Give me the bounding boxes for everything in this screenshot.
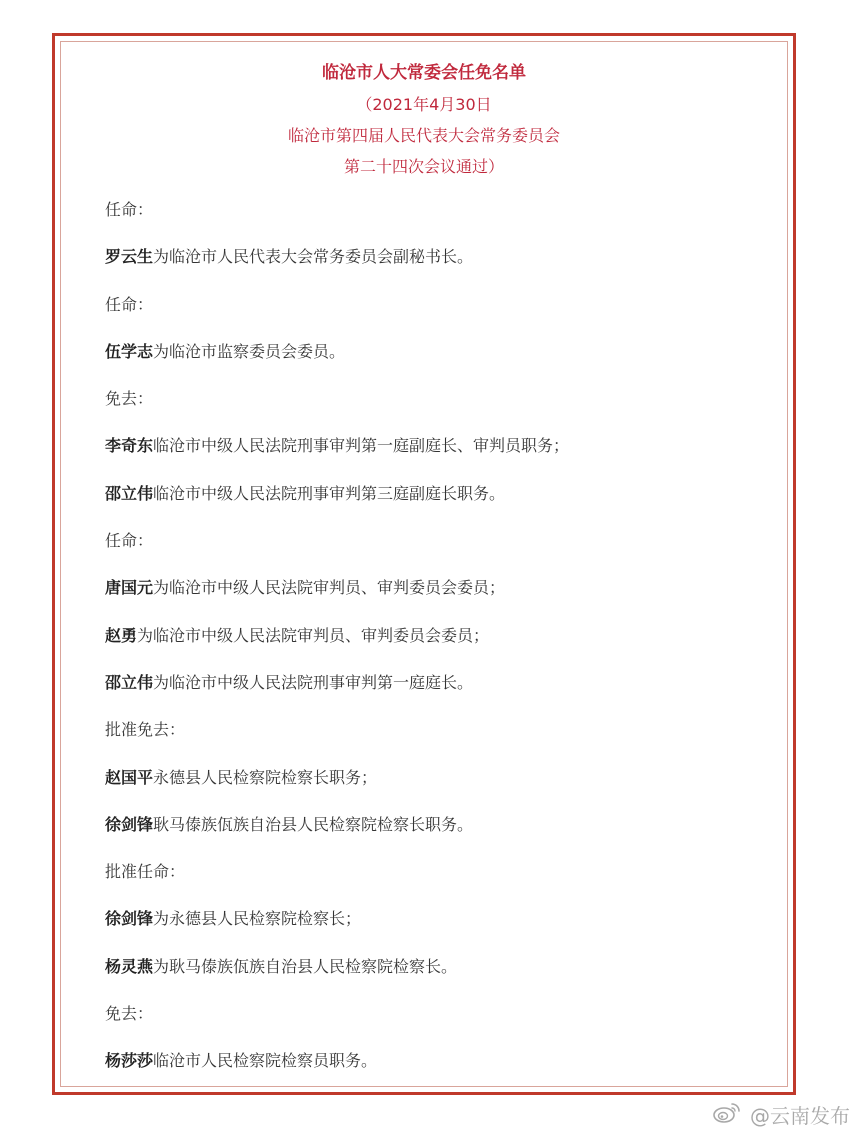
appointment-text: 耿马傣族佤族自治县人民检察院检察长职务。 [153,814,474,834]
section-label: 免去： [105,1004,154,1024]
appointment-entry [105,943,763,990]
appointment-entry [105,659,763,706]
document-frame [52,33,796,1095]
section-label: 任命： [105,294,154,314]
person-name: 赵勇 [105,625,138,645]
appointment-text: 临沧市中级人民法院刑事审判第一庭副庭长、审判员职务； [153,436,570,456]
section-label: 任命： [105,200,154,219]
appointment-text: 为临沧市监察委员会委员。 [153,341,346,361]
session-body: 临沧市第四届人民代表大会常务委员会 [287,126,560,145]
person-name: 李奇东 [105,436,154,456]
person-name: 邵立伟 [105,672,154,692]
watermark [712,1099,850,1135]
appointment-list [105,186,763,1085]
person-name: 罗云生 [105,247,154,267]
document-header [55,58,793,182]
section-label: 免去： [105,389,154,409]
appointment-entry [105,612,763,659]
weibo-icon [712,1100,742,1134]
appointment-entry [105,754,763,801]
appointment-text: 临沧市中级人民法院刑事审判第三庭副庭长职务。 [153,483,506,503]
section-label: 任命： [105,531,154,551]
person-name: 伍学志 [105,341,154,361]
appointment-entry [105,1037,763,1084]
session-name: 第二十四次会议通过） [343,157,504,176]
appointment-text: 为临沧市中级人民法院审判员、审判委员会委员； [137,625,490,645]
appointment-text: 临沧市人民检察院检察员职务。 [153,1051,378,1071]
session-date: （2021年4月30日 [356,95,492,114]
appointment-entry [105,801,763,848]
appointment-entry [105,422,763,469]
appointment-text: 为临沧市人民代表大会常务委员会副秘书长。 [153,247,474,267]
appointment-entry [105,233,763,280]
appointment-text: 为临沧市中级人民法院刑事审判第一庭庭长。 [153,672,474,692]
watermark-text: @云南发布 [750,1103,850,1128]
person-name: 唐国元 [105,578,154,598]
appointment-text: 为临沧市中级人民法院审判员、审判委员会委员； [153,578,506,598]
appointment-entry [105,470,763,517]
person-name: 徐剑锋 [105,814,154,834]
person-name: 邵立伟 [105,483,154,503]
person-name: 徐剑锋 [105,909,154,929]
appointment-entry [105,564,763,611]
appointment-text: 为耿马傣族佤族自治县人民检察院检察长。 [153,956,458,976]
document-title: 临沧市人大常委会任免名单 [322,63,526,83]
appointment-entry [105,328,763,375]
section-label: 批准免去： [105,720,186,740]
appointment-text: 为永德县人民检察院检察长； [153,909,362,929]
section-label: 批准任命： [105,862,186,882]
person-name: 杨灵燕 [105,956,154,976]
appointment-entry [105,895,763,942]
appointment-text: 永德县人民检察院检察长职务； [153,767,378,787]
person-name: 杨莎莎 [105,1051,154,1071]
person-name: 赵国平 [105,767,154,787]
